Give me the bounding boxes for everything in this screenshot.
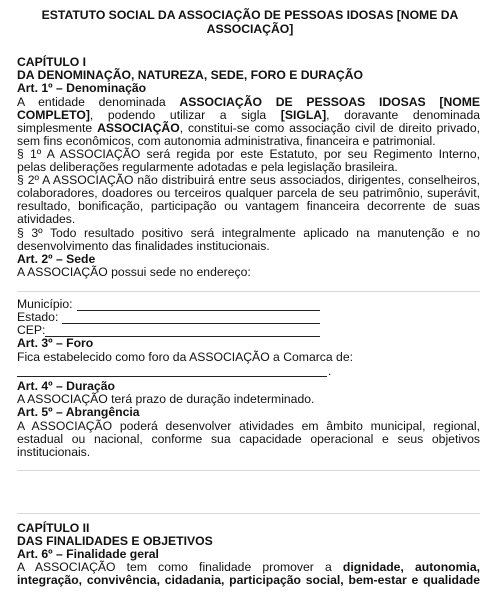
municipio-label: Município: (17, 297, 73, 311)
divider (17, 291, 480, 292)
art-4-title: Art. 4º – Duração (17, 379, 115, 393)
chapter-1-label: CAPÍTULO I (17, 55, 87, 69)
art-1-text-c: simplesmente (17, 121, 98, 135)
art-1-paragraph-2-line-1: § 2º A ASSOCIAÇÃO não distribuirá entre seus associados, dirigentes, conselheiros, (17, 173, 480, 187)
divider (17, 513, 480, 514)
art-6-text-a: A ASSOCIAÇÃO tem como finalidade promover a (17, 560, 343, 574)
document-title (30, 8, 470, 36)
art-2-title: Art. 2º – Sede (17, 252, 96, 266)
art-5-text-line-2: estadual ou nacional, conforme sua capacidade operacional e seus objetivos (17, 432, 480, 446)
art-2-text: A ASSOCIAÇÃO possui sede no endereço: (17, 265, 251, 279)
art-6-text-line-2: integração, convivência, cidadania, participação social, bem-estar e qualidade (17, 573, 480, 587)
art-1-paragraph-2-line-2: colaboradores, doadores ou terceiros qualquer parcela de seu patrimônio, superávit, (17, 186, 480, 200)
art-1-title: Art. 1º – Denominação (17, 81, 147, 95)
art-1-paragraph-3-line-1: § 3º Todo resultado positivo será integralmente aplicado na manutenção e no (17, 226, 480, 240)
art-1-text-line-4: sem fins econômicos, com autonomia administrativa, financeira e patrimonial. (17, 134, 436, 148)
art-1-text-b: , podendo utilizar a sigla (89, 108, 281, 122)
chapter-2-label: CAPÍTULO II (17, 521, 90, 535)
art-1-paragraph-3-line-2: desenvolvimento das finalidades institucionais. (17, 239, 270, 253)
document-title-line-2: ASSOCIAÇÃO] (206, 22, 294, 36)
art-1-paragraph-2-line-3: resultado, bonificação, participação ou vantagem financeira decorrente de suas (17, 199, 480, 213)
association-name-bold-cont: COMPLETO] (17, 108, 90, 122)
art-1-paragraph-1-line-1: § 1º A ASSOCIAÇÃO será regida por este Estatuto, por seu Regimento Interno, (17, 147, 480, 161)
comarca-blank-line (17, 376, 327, 377)
art-6-title: Art. 6º – Finalidade geral (17, 547, 159, 561)
document-title-line-1: ESTATUTO SOCIAL DA ASSOCIAÇÃO DE PESSOAS IDOSAS [NOME DA (41, 8, 459, 22)
acronym-bold: [SIGLA] (280, 108, 327, 122)
art-5-title: Art. 5º – Abrangência (17, 405, 140, 419)
art-5-text-line-3: institucionais. (17, 445, 91, 459)
art-3-title: Art. 3º – Foro (17, 336, 94, 350)
chapter-2-heading: DAS FINALIDADES E OBJETIVOS (17, 534, 213, 548)
art-3-text: Fica estabelecido como foro da ASSOCIAÇÃO a Comarca de: (17, 350, 353, 364)
art-1-text-b2: , doravante denominada (326, 108, 481, 122)
art-1-paragraph-1-line-2: pelas deliberações regularmente adotadas e pela legislação brasileira. (17, 160, 398, 174)
estado-blank-line (62, 323, 320, 324)
association-bold: ASSOCIAÇÃO (97, 121, 180, 135)
association-name-bold: ASSOCIAÇÃO DE PESSOAS IDOSAS [NOME (179, 95, 481, 109)
art-4-text: A ASSOCIAÇÃO terá prazo de duração indeterminado. (17, 392, 315, 406)
divider (17, 470, 480, 471)
art-5-text-line-1: A ASSOCIAÇÃO poderá desenvolver atividades em âmbito municipal, regional, (17, 419, 480, 433)
art-1-text-c2: , constitui-se como associação civil de direito privado, (179, 121, 480, 135)
cep-label: CEP: (17, 323, 46, 337)
comarca-end-mark: . (328, 364, 332, 378)
estado-label: Estado: (17, 310, 59, 324)
art-1-paragraph-2-line-4: atividades. (17, 212, 76, 226)
chapter-1-heading: DA DENOMINAÇÃO, NATUREZA, SEDE, FORO E DURAÇÃO (17, 68, 363, 82)
art-6-bold-terms: dignidade, autonomia, (342, 560, 480, 574)
municipio-blank-line (77, 310, 320, 311)
art-1-text-a: A entidade denominada (17, 95, 180, 109)
